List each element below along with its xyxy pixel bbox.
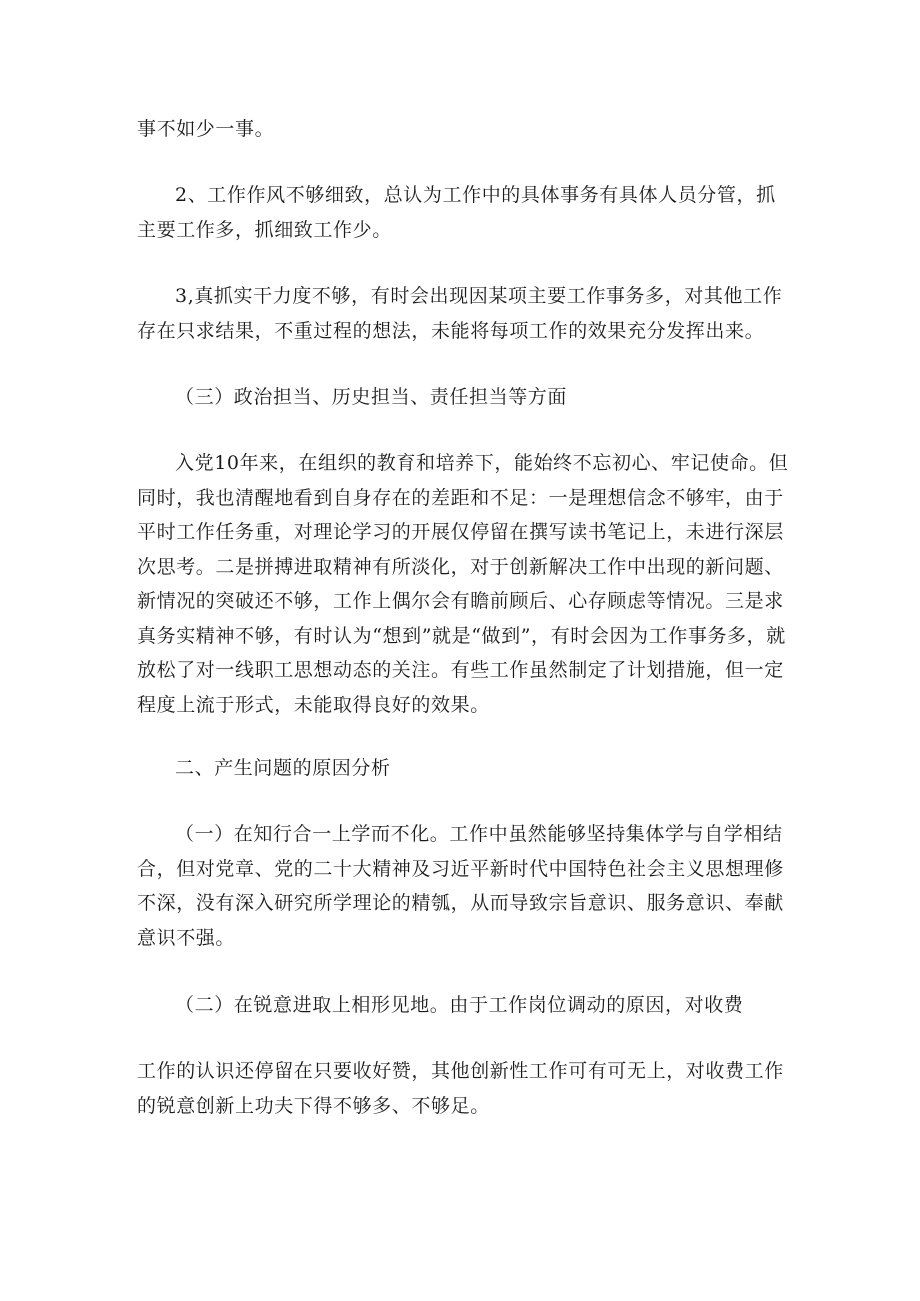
paragraph-cause-2-continuation: 工作的认识还停留在只要收好赞，其他创新性工作可有可无上，对收费工作的锐意创新上功夫下得不够多、不够足。 bbox=[137, 1060, 784, 1117]
paragraph-cause-2: （二）在锐意进取上相形见地。由于工作岗位调动的原因，对收费 bbox=[175, 994, 744, 1016]
paragraph-continuation: 事不如少一事。 bbox=[137, 118, 275, 140]
paragraph-item-2: 2、工作作风不够细致，总认为工作中的具体事务有具体人员分管，抓主要工作多，抓细致工作少。 bbox=[137, 184, 776, 241]
section-heading-cause-analysis: 二、产生问题的原因分析 bbox=[175, 757, 391, 779]
paragraph-item-3: 3,真抓实干力度不够，有时会出现因某项主要工作事务多，对其他工作存在只求结果，不重过程的想法，未能将每项工作的效果充分发挥出来。 bbox=[137, 285, 783, 342]
paragraph-cause-1: （一）在知行合一上学而不化。工作中虽然能够坚持集体学与自学相结合，但对党章、党的二十大精神及习近平新时代中国特色社会主义思想理修不深，没有深入研究所学理论的精瓠，从而导致宗旨意识、服务意识、奉献意识不强。 bbox=[137, 823, 784, 949]
section-heading-3: （三）政治担当、历史担当、责任担当等方面 bbox=[175, 386, 568, 408]
paragraph-party-membership: 入党10年来，在组织的教育和培养下，能始终不忘初心、牢记使命。但同时，我也清醒地看到自身存在的差距和不足：一是理想信念不够牢，由于平时工作任务重，对理论学习的开展仅停留在撰写读书笔记上，未进行深层次思考。二是拼搏进取精神有所淡化，对于创新解决工作中出现的新问题、新情况的突破还不够，工作上偶尔会有瞻前顾后、心存顾虑等情况。三是求真务实精神不够，有时认为“想到”就是“做到”，有时会因为工作事务多，就放松了对一线职工思想动态的关注。有些工作虽然制定了计划措施，但一定程度上流于形式，未能取得良好的效果。 bbox=[137, 452, 789, 716]
